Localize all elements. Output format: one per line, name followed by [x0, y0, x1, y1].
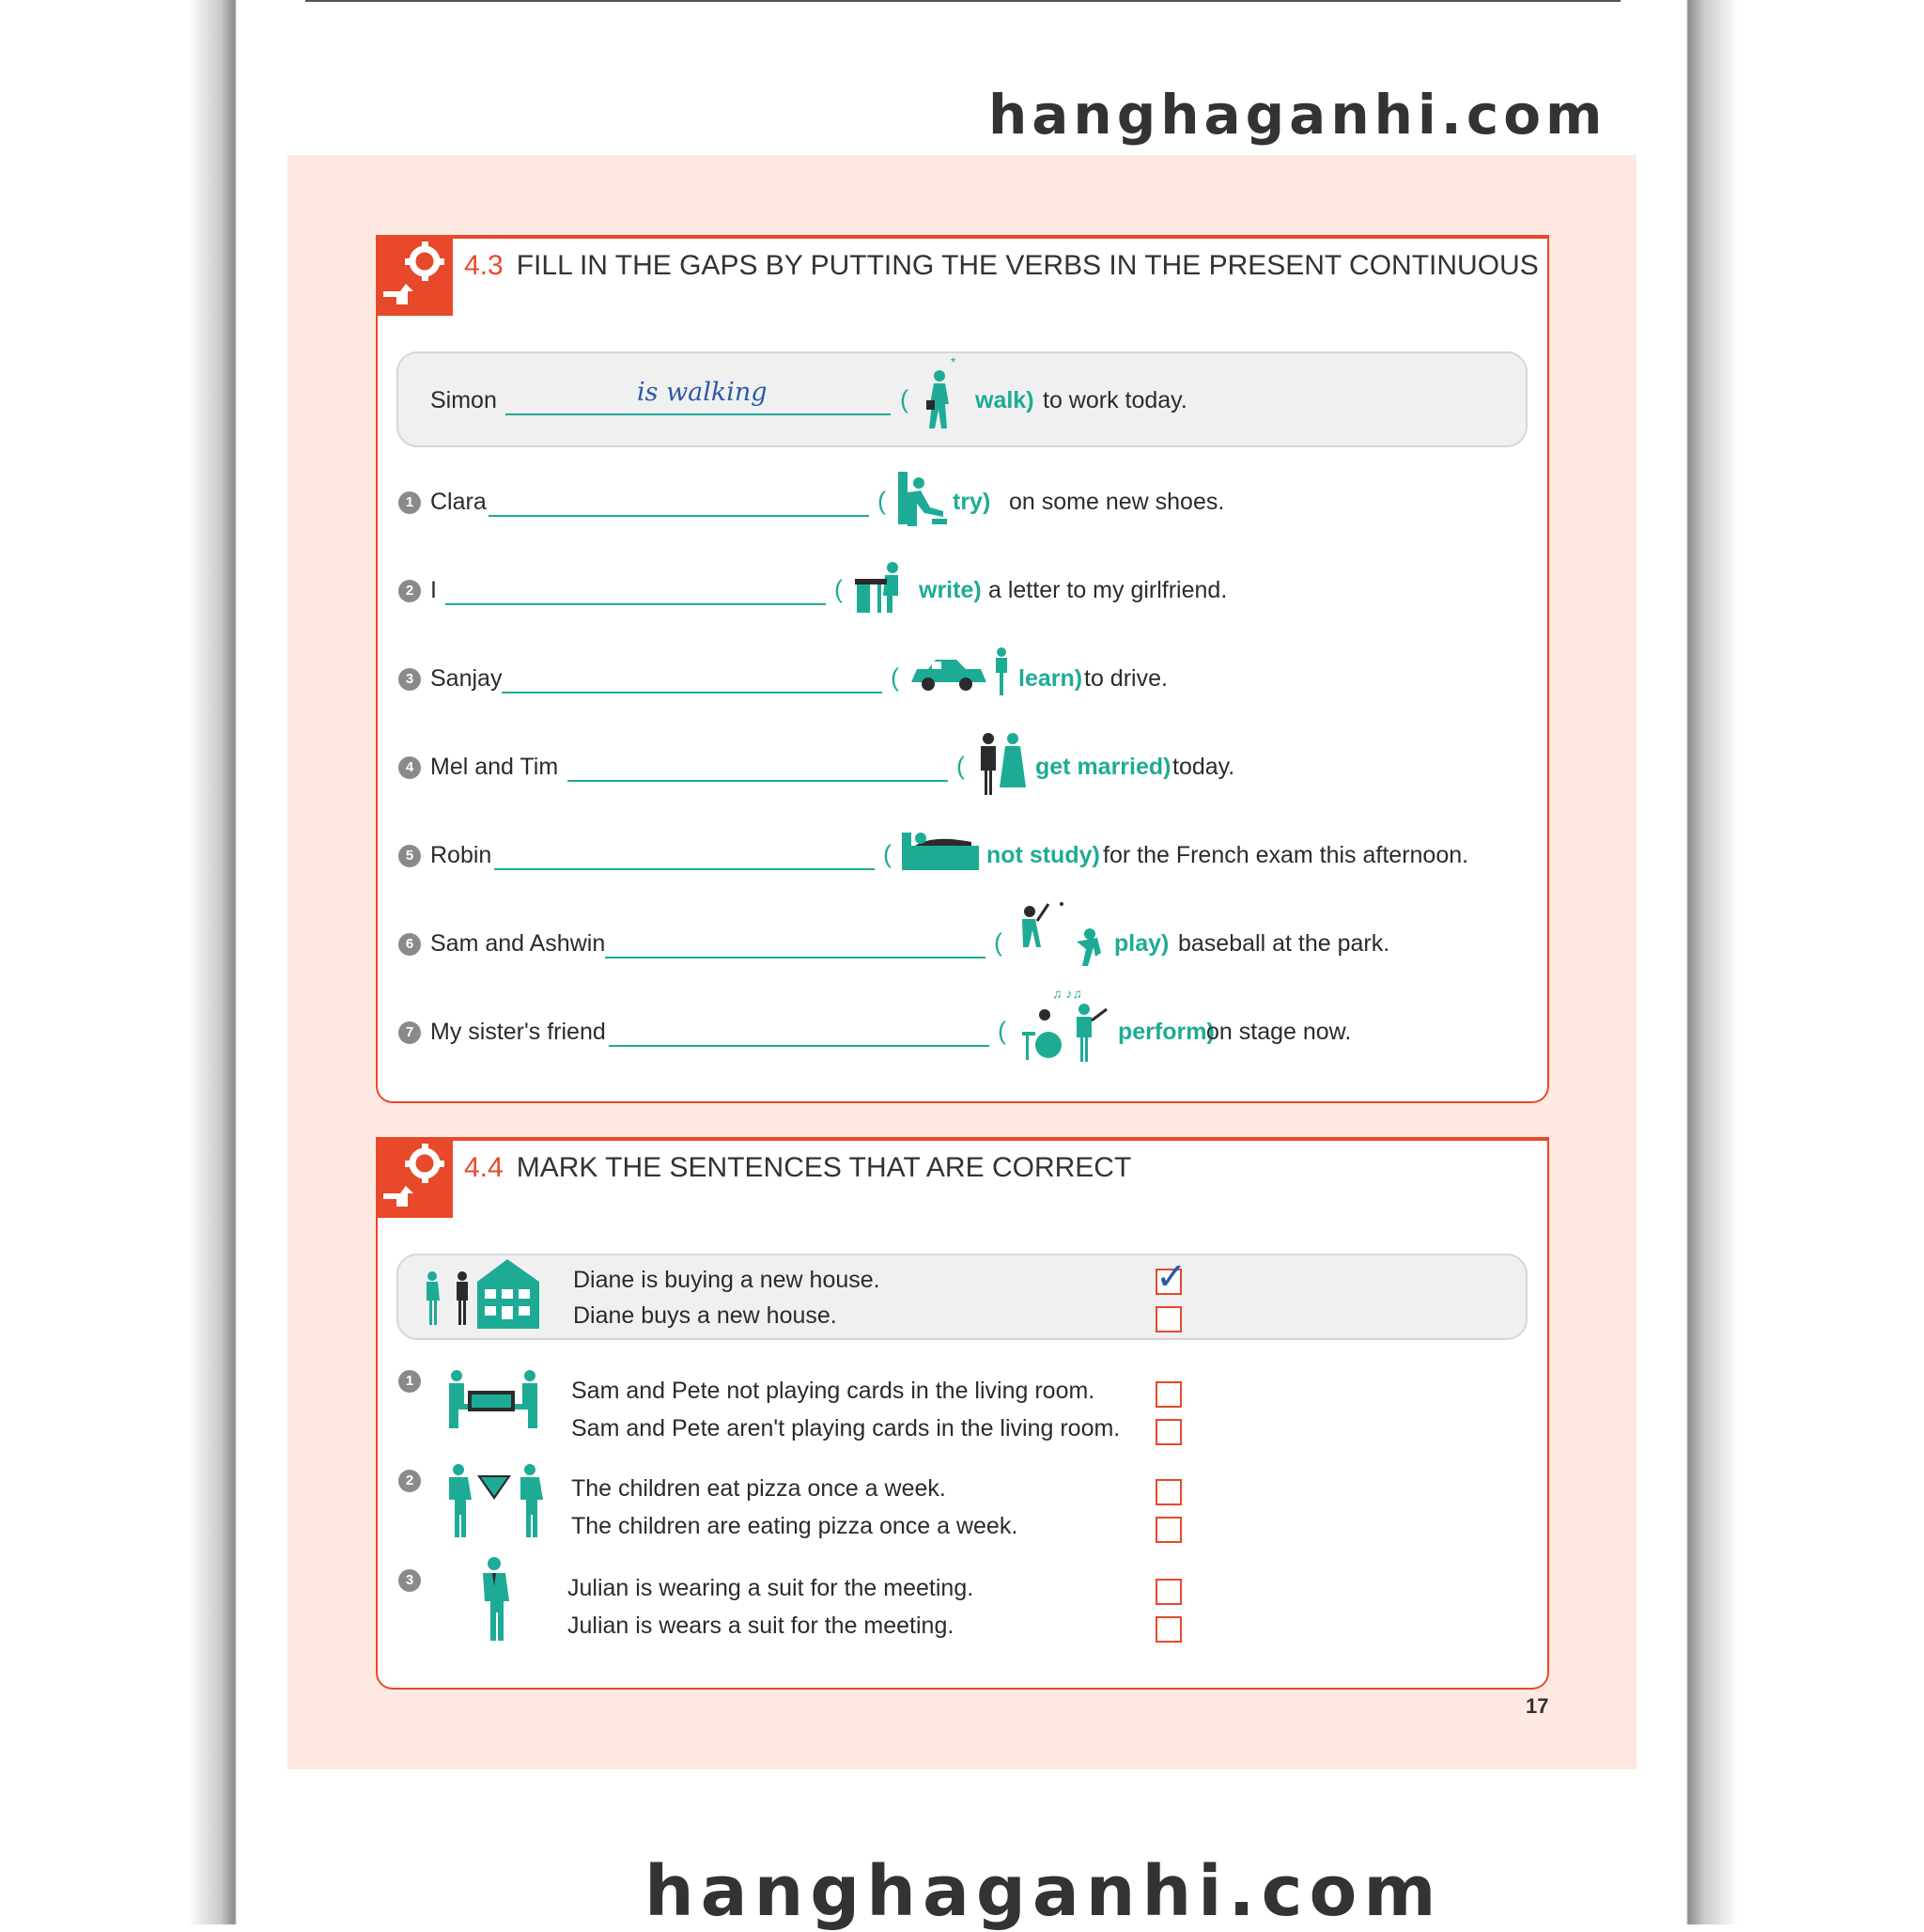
open-paren: ( [994, 928, 1002, 957]
sentence-subject: Sanjay [430, 665, 503, 692]
verb-hint: play) [1114, 930, 1170, 957]
sentence-option-a: Julian is wearing a suit for the meeting. [567, 1575, 974, 1601]
item-number: 5 [398, 845, 421, 867]
open-paren: ( [877, 487, 886, 515]
verb-hint: walk) [975, 387, 1034, 413]
example-box [396, 1254, 1528, 1340]
open-paren: ( [956, 752, 965, 780]
item-number: 3 [398, 668, 421, 691]
baseball-players-icon [1009, 900, 1114, 977]
answer-gap[interactable] [489, 515, 869, 517]
verb-hint: write) [919, 577, 982, 603]
car-driving-icon [908, 645, 1013, 701]
playing-cards-icon [443, 1366, 547, 1430]
writing-desk-icon [851, 554, 909, 618]
exercise-instruction: FILL IN THE GAPS BY PUTTING THE VERBS IN THE PRESENT CONTINUOUS [516, 250, 1539, 281]
exercise-item [396, 915, 1524, 972]
open-paren: ( [883, 840, 892, 868]
example-box [396, 351, 1528, 447]
answer-checkbox[interactable] [1156, 1419, 1182, 1445]
item-number: 6 [398, 933, 421, 956]
sentence-option-b: The children are eating pizza once a week. [571, 1513, 1018, 1539]
sentence-rest: a letter to my girlfriend. [988, 577, 1228, 603]
item-number: 1 [398, 1370, 421, 1393]
verb-hint: try) [953, 489, 991, 515]
sentence-option-b: Sam and Pete aren't playing cards in the living room. [571, 1415, 1121, 1441]
item-number: 2 [398, 580, 421, 602]
answer-checkbox[interactable] [1156, 1517, 1182, 1543]
open-paren: ( [900, 385, 908, 413]
sleeping-on-sofa-icon [900, 825, 981, 876]
answer-gap[interactable] [567, 780, 948, 782]
exercise-title [464, 250, 1539, 282]
exercise-item [396, 827, 1524, 883]
sentence-subject: Robin [430, 842, 492, 868]
answer-checkbox[interactable] [1156, 1579, 1182, 1605]
watermark-top: hanghaganhi.com [988, 83, 1607, 147]
item-number: 4 [398, 756, 421, 779]
exercise-instruction: MARK THE SENTENCES THAT ARE CORRECT [516, 1152, 1132, 1183]
sentence-subject: Simon [430, 387, 497, 413]
sentence-subject: Mel and Tim [430, 754, 559, 780]
verb-hint: get married) [1035, 754, 1171, 780]
item-number: 3 [398, 1569, 421, 1592]
exercise-number: 4.4 [464, 1152, 504, 1183]
answer-checkbox[interactable] [1156, 1616, 1182, 1643]
svg-text:*: * [951, 357, 956, 369]
sentence-rest: today. [1172, 754, 1235, 780]
open-paren: ( [998, 1017, 1006, 1045]
sentence-rest: on stage now. [1206, 1019, 1352, 1045]
verb-hint: learn) [1018, 665, 1083, 692]
sentence-rest: to work today. [1043, 387, 1187, 413]
exercise-item [396, 739, 1524, 795]
band-performing-icon [1013, 983, 1110, 1064]
man-in-suit-icon [472, 1554, 519, 1644]
verb-hint: not study) [986, 842, 1100, 868]
trying-shoes-icon [894, 466, 951, 530]
item-number: 1 [398, 491, 421, 514]
sentence-subject: Clara [430, 489, 487, 515]
sentence-rest: on some new shoes. [1009, 489, 1225, 515]
answer-checkbox[interactable] [1156, 1381, 1182, 1408]
exercise-item [396, 986, 1524, 1060]
open-paren: ( [891, 663, 899, 692]
page-edge-shadow-left [0, 0, 237, 1924]
open-paren: ( [834, 575, 843, 603]
page-edge-shadow-right [1686, 0, 1924, 1924]
answer-gap[interactable] [609, 1045, 989, 1047]
verb-hint: perform) [1118, 1019, 1215, 1045]
eating-pizza-icon [443, 1460, 547, 1541]
answer-checkbox[interactable] [1156, 1306, 1182, 1332]
answer-gap[interactable] [605, 957, 985, 958]
exercise-number: 4.3 [464, 250, 504, 281]
sentence-subject: My sister's friend [430, 1019, 606, 1045]
sentence-rest: baseball at the park. [1178, 930, 1390, 957]
sentence-subject: Sam and Ashwin [430, 930, 606, 957]
buying-house-icon [419, 1255, 547, 1332]
answer-gap[interactable] [502, 692, 882, 693]
handwritten-answer: is walking [637, 378, 768, 407]
exercise-item [396, 650, 1524, 707]
exercise-4-3-panel [376, 235, 1549, 1103]
top-rule [305, 0, 1621, 2]
sentence-option-a: Sam and Pete not playing cards in the living room. [571, 1378, 1095, 1404]
item-number: 2 [398, 1470, 421, 1492]
exercise-title [464, 1152, 1131, 1184]
watermark-bottom: hanghaganhi.com [644, 1851, 1443, 1932]
sentence-option-a: The children eat pizza once a week. [571, 1475, 946, 1502]
gear-icon [376, 1137, 453, 1218]
item-number: 7 [398, 1021, 421, 1044]
svg-text:♫ ♪♫: ♫ ♪♫ [1052, 986, 1082, 1001]
answer-checkbox[interactable] [1156, 1479, 1182, 1505]
walking-man-icon [919, 357, 966, 432]
sentence-option-a: Diane is buying a new house. [573, 1267, 880, 1293]
exercise-item [396, 562, 1524, 618]
exercise-item [396, 474, 1524, 530]
answer-gap[interactable] [494, 868, 875, 870]
sentence-rest: for the French exam this afternoon. [1103, 842, 1469, 868]
page-number: 17 [1526, 1694, 1549, 1718]
answer-gap[interactable] [445, 603, 826, 605]
answer-gap [505, 413, 891, 415]
wedding-couple-icon [973, 729, 1030, 797]
sentence-rest: to drive. [1084, 665, 1168, 692]
sentence-option-b: Diane buys a new house. [573, 1302, 837, 1329]
exercise-4-4-panel [376, 1137, 1549, 1690]
sentence-subject: I [430, 577, 437, 603]
check-mark-icon: ✓ [1156, 1255, 1187, 1299]
sentence-option-b: Julian is wears a suit for the meeting. [567, 1613, 954, 1639]
gear-icon [376, 235, 453, 316]
